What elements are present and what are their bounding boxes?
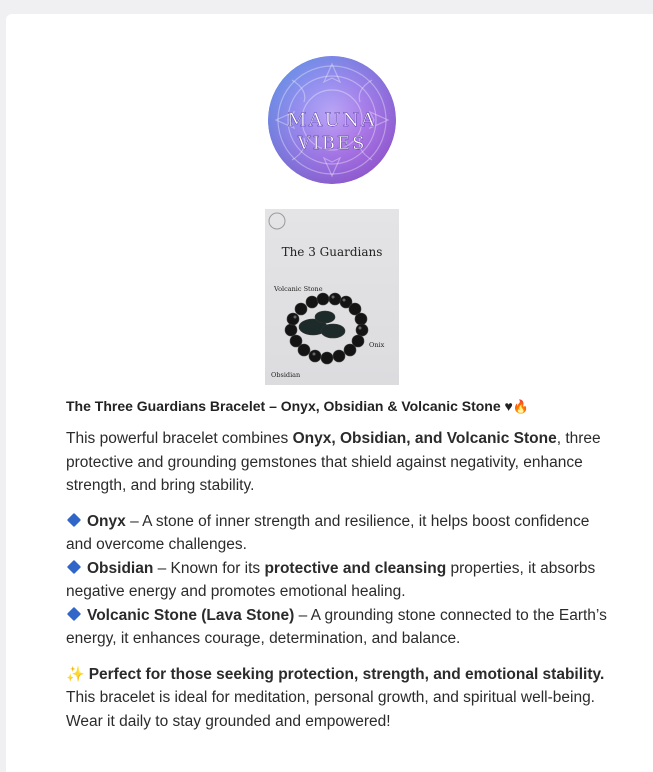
sparkles-icon: ✨ (66, 665, 85, 683)
label-onix: Onix (369, 341, 385, 349)
brand-stamp-icon (269, 213, 285, 229)
product-title: The Three Guardians Bracelet – Onyx, Obsidian & Volcanic Stone ♥🔥 (66, 398, 530, 414)
stone-features: Onyx – A stone of inner strength and resilience, it helps boost confidence and overcome challenges. Obsidian – Known for its protective and cleansing properties, it absorbs negative energy and promotes emotional healing. Volcanic Stone (Lava Stone) – A grounding stone connected to the Earth’s energy, it enhances courage, determination, and balance. (66, 512, 607, 647)
blue-diamond-icon (67, 606, 81, 620)
closing-paragraph: ✨ Perfect for those seeking protection, strength, and emotional stability. This bracelet is ideal for meditation, personal growth, and spiritual well-being. Wear it daily to stay grounded and empowered! (66, 665, 605, 730)
product-description (66, 398, 614, 733)
logo-text-line2: VIBES (297, 133, 367, 154)
black-heart-icon: ♥ (504, 398, 513, 414)
product-image (265, 209, 399, 385)
label-volcanic-stone: Volcanic Stone (274, 285, 323, 293)
mauna-vibes-logo (268, 56, 396, 184)
product-image-title: The 3 Guardians (281, 245, 383, 259)
volcanic-name: Volcanic Stone (Lava Stone) (87, 606, 295, 624)
blue-diamond-icon (67, 512, 81, 526)
onyx-name: Onyx (87, 512, 126, 530)
intro-paragraph: This powerful bracelet combines Onyx, Obsidian, and Volcanic Stone, three protective and grounding gemstones that shield against negativity, enhance strength, and bring stability. (66, 430, 601, 494)
fire-icon: 🔥 (512, 399, 530, 414)
blue-diamond-icon (67, 559, 81, 573)
bracelet-illustration (285, 293, 368, 364)
obsidian-name: Obsidian (87, 559, 154, 577)
logo-text-line1: MAUNA (287, 109, 377, 131)
label-obsidian: Obsidian (271, 371, 301, 379)
